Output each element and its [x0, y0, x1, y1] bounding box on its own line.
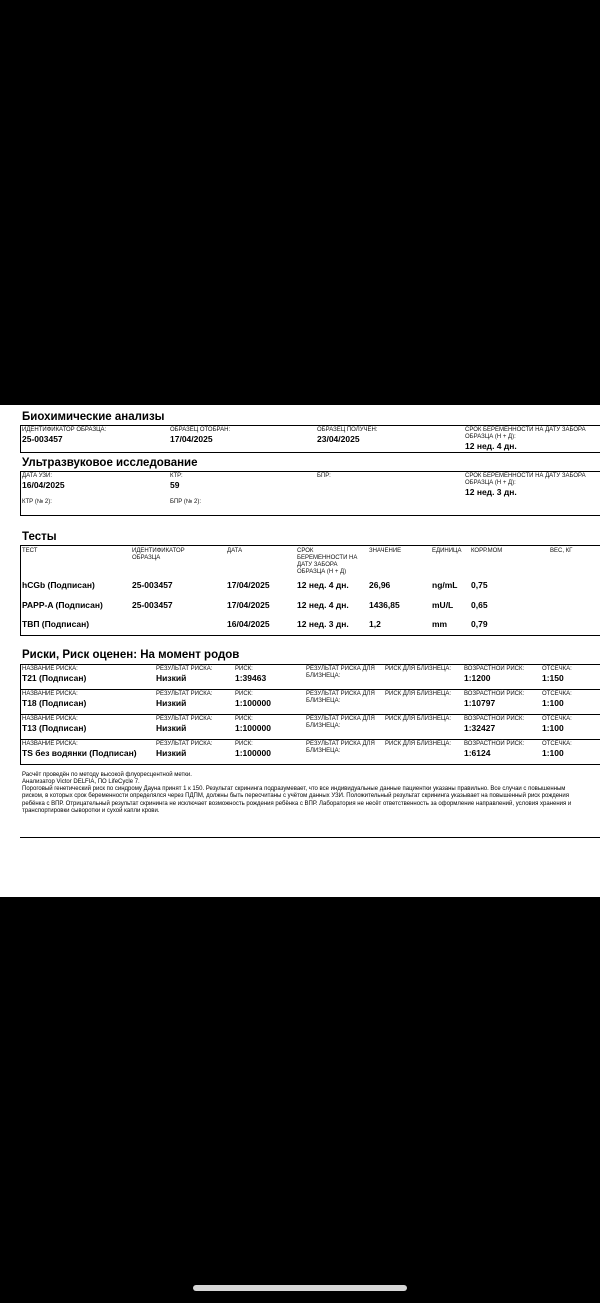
col-term-3: ДАТУ ЗАБОРА [297, 562, 338, 568]
col-term-2: БЕРЕМЕННОСТИ НА [297, 555, 358, 561]
sample-received-value: 23/04/2025 [317, 434, 360, 444]
cutoff-value: 1:100 [542, 723, 564, 733]
twin-result-label: РЕЗУЛЬТАТ РИСКА ДЛЯ [306, 666, 375, 672]
us-term-label: СРОК БЕРЕМЕННОСТИ НА ДАТУ ЗАБОРА [465, 473, 586, 479]
divider [20, 515, 600, 516]
term-value: 12 нед. 4 дн. [465, 441, 517, 451]
risk-result: Низкий [156, 748, 187, 758]
risk-value: 1:100000 [235, 723, 271, 733]
term-label-2: ОБРАЗЦА (Н + Д): [465, 434, 516, 440]
risk-label: РИСК: [235, 691, 253, 697]
analyzer-note: Анализатор Victor DELFIA, ПО LifeCycle 7. [22, 779, 140, 785]
cutoff-value: 1:150 [542, 673, 564, 683]
age-risk-label: ВОЗРАСТНОЙ РИСК: [464, 691, 525, 697]
test-name: ТВП (Подписан) [22, 619, 90, 629]
divider [20, 714, 600, 715]
us-date-value: 16/04/2025 [22, 480, 65, 490]
twin-risk-label: РИСК ДЛЯ БЛИЗНЕЦА: [385, 716, 452, 722]
twin-result-label-2: БЛИЗНЕЦА: [306, 723, 341, 729]
twin-result-label-2: БЛИЗНЕЦА: [306, 698, 341, 704]
risk-result: Низкий [156, 723, 187, 733]
test-term: 12 нед. 4 дн. [297, 580, 349, 590]
risk-name-label: НАЗВАНИЕ РИСКА: [22, 716, 78, 722]
col-term: СРОК [297, 548, 314, 554]
twin-risk-label: РИСК ДЛЯ БЛИЗНЕЦА: [385, 691, 452, 697]
test-term: 12 нед. 3 дн. [297, 619, 349, 629]
bpr-label: БПР: [317, 473, 331, 479]
test-date: 16/04/2025 [227, 619, 270, 629]
risk-result: Низкий [156, 698, 187, 708]
twin-result-label: РЕЗУЛЬТАТ РИСКА ДЛЯ [306, 691, 375, 697]
frame-left [20, 471, 21, 515]
divider [20, 664, 600, 665]
frame-left [20, 425, 21, 452]
test-id: 25-003457 [132, 580, 173, 590]
risk-name-label: НАЗВАНИЕ РИСКА: [22, 741, 78, 747]
test-value: 1,2 [369, 619, 381, 629]
cutoff-value: 1:100 [542, 698, 564, 708]
age-risk-value: 1:1200 [464, 673, 491, 683]
risk-name-label: НАЗВАНИЕ РИСКА: [22, 691, 78, 697]
twin-result-label-2: БЛИЗНЕЦА: [306, 673, 341, 679]
risk-result: Низкий [156, 673, 187, 683]
risk-name: TS без водянки (Подписан) [22, 748, 137, 758]
age-risk-label: ВОЗРАСТНОЙ РИСК: [464, 716, 525, 722]
test-name: hCGb (Подписан) [22, 580, 95, 590]
divider [20, 689, 600, 690]
test-date: 17/04/2025 [227, 580, 270, 590]
risk-value: 1:100000 [235, 748, 271, 758]
test-date: 17/04/2025 [227, 600, 270, 610]
risk-result-label: РЕЗУЛЬТАТ РИСКА: [156, 741, 213, 747]
sample-id-value: 25-003457 [22, 434, 63, 444]
divider [20, 545, 600, 546]
divider [20, 764, 600, 765]
col-value: ЗНАЧЕНИЕ [369, 548, 402, 554]
risk-name: T13 (Подписан) [22, 723, 87, 733]
tests-title: Тесты [22, 531, 57, 543]
col-date: ДАТА [227, 548, 243, 554]
cutoff-label: ОТСЕЧКА: [542, 716, 572, 722]
age-risk-value: 1:32427 [464, 723, 496, 733]
risk-label: РИСК: [235, 741, 253, 747]
risk-name-label: НАЗВАНИЕ РИСКА: [22, 666, 78, 672]
test-unit: mm [432, 619, 448, 629]
sample-taken-value: 17/04/2025 [170, 434, 213, 444]
risk-result-label: РЕЗУЛЬТАТ РИСКА: [156, 691, 213, 697]
divider [20, 471, 600, 472]
divider [20, 837, 600, 838]
sample-taken-label: ОБРАЗЕЦ ОТОБРАН: [170, 427, 231, 433]
risk-name: T21 (Подписан) [22, 673, 87, 683]
cutoff-label: ОТСЕЧКА: [542, 691, 572, 697]
col-weight: ВЕС, КГ [550, 548, 573, 554]
age-risk-value: 1:10797 [464, 698, 496, 708]
test-mom: 0,65 [471, 600, 488, 610]
risk-value: 1:39463 [235, 673, 267, 683]
cutoff-value: 1:100 [542, 748, 564, 758]
ktr-label: КТР: [170, 473, 183, 479]
test-value: 26,96 [369, 580, 391, 590]
age-risk-label: ВОЗРАСТНОЙ РИСК: [464, 666, 525, 672]
risks-title: Риски, Риск оценен: На момент родов [22, 649, 240, 661]
cutoff-label: ОТСЕЧКА: [542, 741, 572, 747]
ktr-value: 59 [170, 480, 180, 490]
twin-result-label: РЕЗУЛЬТАТ РИСКА ДЛЯ [306, 716, 375, 722]
risk-result-label: РЕЗУЛЬТАТ РИСКА: [156, 666, 213, 672]
report-page [0, 405, 600, 897]
risk-value: 1:100000 [235, 698, 271, 708]
test-unit: mU/L [432, 600, 454, 610]
col-term-4: ОБРАЗЦА (Н + Д) [297, 569, 347, 575]
test-unit: ng/mL [432, 580, 458, 590]
age-risk-value: 1:6124 [464, 748, 491, 758]
method-note: Расчёт проведён по методу высокой флуоресцентной метки. [22, 772, 192, 778]
bpr2-label: БПР (№ 2): [170, 499, 202, 505]
disclaimer-text: Пороговый генетический риск по синдрому Дауна принят 1 к 150. Результат скрининга подразумевает, что все индивидуальные данные пациентки указаны правильно. Все случаи с повышенным риском, в которых срок беременности определялся через ПДПМ, должны быть пересчитаны с учётом данных УЗИ. Положительный результат скрининга указывает на повышенный риск рождения ребёнка с ВПР. Отрицательный результат скрининга не исключает возможность рождения ребёнка с ВПР. Лаборатория не несёт ответственность за оформление направлений, условия хранения и транспортировки сыворотки и сухой капли крови. [22, 786, 572, 814]
col-test: ТЕСТ [22, 548, 38, 554]
col-unit: ЕДИНИЦА [432, 548, 462, 554]
test-name: PAPP-A (Подписан) [22, 600, 103, 610]
twin-result-label: РЕЗУЛЬТАТ РИСКА ДЛЯ [306, 741, 375, 747]
risk-label: РИСК: [235, 666, 253, 672]
frame-left [20, 545, 21, 635]
test-term: 12 нед. 4 дн. [297, 600, 349, 610]
term-label: СРОК БЕРЕМЕННОСТИ НА ДАТУ ЗАБОРА [465, 427, 586, 433]
divider [20, 425, 600, 426]
home-indicator[interactable] [193, 1285, 407, 1291]
test-id: 25-003457 [132, 600, 173, 610]
test-value: 1436,85 [369, 600, 400, 610]
twin-result-label-2: БЛИЗНЕЦА: [306, 748, 341, 754]
risk-result-label: РЕЗУЛЬТАТ РИСКА: [156, 716, 213, 722]
ultrasound-title: Ультразвуковое исследование [22, 457, 198, 469]
biochem-title: Биохимические анализы [22, 411, 165, 423]
col-mom: КОРР.МОМ [471, 548, 503, 554]
twin-risk-label: РИСК ДЛЯ БЛИЗНЕЦА: [385, 741, 452, 747]
sample-id-label: ИДЕНТИФИКАТОР ОБРАЗЦА: [22, 427, 107, 433]
divider [20, 635, 600, 636]
sample-received-label: ОБРАЗЕЦ ПОЛУЧЕН: [317, 427, 378, 433]
ktr2-label: КТР (№ 2): [22, 499, 52, 505]
us-date-label: ДАТА УЗИ: [22, 473, 53, 479]
us-term-label-2: ОБРАЗЦА (Н + Д): [465, 480, 516, 486]
cutoff-label: ОТСЕЧКА: [542, 666, 572, 672]
test-mom: 0,79 [471, 619, 488, 629]
risk-name: T18 (Подписан) [22, 698, 87, 708]
divider [20, 739, 600, 740]
twin-risk-label: РИСК ДЛЯ БЛИЗНЕЦА: [385, 666, 452, 672]
age-risk-label: ВОЗРАСТНОЙ РИСК: [464, 741, 525, 747]
frame-left [20, 664, 21, 764]
test-mom: 0,75 [471, 580, 488, 590]
us-term-value: 12 нед. 3 дн. [465, 487, 517, 497]
col-id: ИДЕНТИФИКАТОР [132, 548, 185, 554]
divider [20, 452, 600, 453]
risk-label: РИСК: [235, 716, 253, 722]
col-id-2: ОБРАЗЦА [132, 555, 161, 561]
